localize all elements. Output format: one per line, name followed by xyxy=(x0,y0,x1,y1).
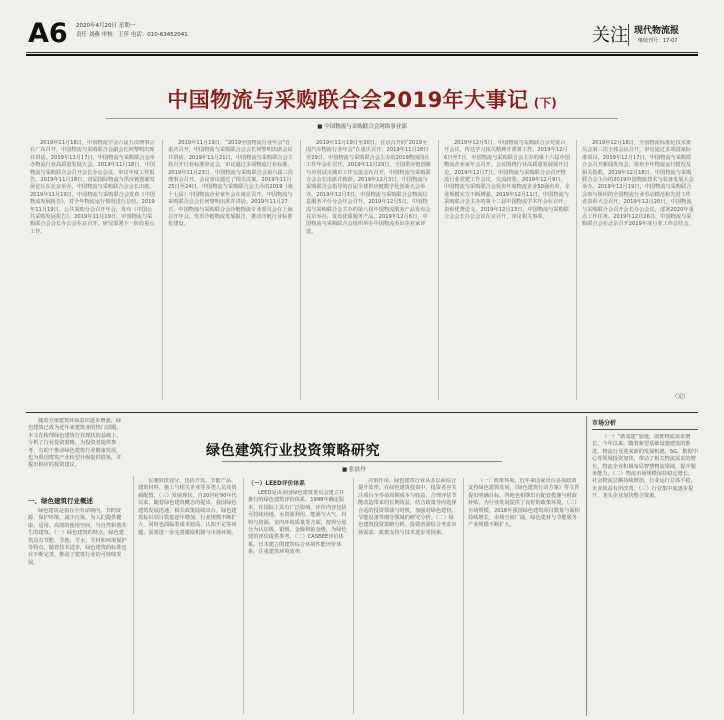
sidebar-heading: 市场分析 xyxy=(592,418,698,430)
paragraph: 2019年11月19日，“2019全国物流行业年会”在重庆召开，中国物流与采购联合会会长何黎明出席会议并讲话。2019年11月21日，中国物流与采购联合会主持召开行业标准审定会，审议通过多项物流行业标准。2019年11月23日，中国物流与采购联合会第六届三次理事会召开，会议审议通过了相关议案。2019年11月25日至24日，中国物流与采购联合会主办的2019（第十七届）中国物流企业家年会在南京召开，中国物流与采购联合会会长何黎明出席并讲话。2019年11月27日，中国物流与采购联合会冷链物流专业委员会在上海召开年会，发布冷链物流发展报告，推动冷链行业标准化建设。 xyxy=(168,140,293,228)
sidebar-text xyxy=(592,434,698,714)
bottom-byline: ■ 张晨丹 xyxy=(342,467,366,473)
article-column-2 xyxy=(168,140,294,406)
top-article xyxy=(26,70,698,410)
article-column-4 xyxy=(444,140,570,406)
bottom-article xyxy=(26,416,584,720)
article-column-3 xyxy=(306,140,432,406)
page-number: A6 xyxy=(28,18,68,49)
bottom-column-4 xyxy=(358,478,458,718)
paragraph: 2019年11月16日，中国物流学会六届五次理事会在广东召开。中国物流与采购联合会副会长何黎明出席并讲话。2019年11月17日，中国物流与采购联合会举办物流行业高质量发展大会。2019年11月18日，中国物流与采购联合会召开会长办公会议，审议年度工作报告。2019年11月18日，首届国际物流与供应链创新发展论坛在北京举办，中国物流与采购联合会会长出席。2019年11月19日，中国物流与采购联合会发布《中国物流发展报告》，对全年物流运行情况进行总结。2019年11月19日，公共采购分会召开年会，发布《中国公共采购发展报告》。2019年11月19日，中国物流与采购联合会会长办公会在京召开，研究部署下一阶段重点工作。 xyxy=(30,140,155,235)
paragraph: LEED是由美国绿色建筑委员会建立并推行的绿色建筑评价体系，1998年确定版本，在国际上具有广泛影响，评价内容包括可持续场地、水资源利用、能源与大气、材料与资源、室内环境质量等方面，按得分划分为认证级、银级、金级和铂金级，为绿色建筑评价提供参考。（二）CASBEE评价体系。日本建立的建筑综合环境性能评价体系，注重建筑环境效率。 xyxy=(248,490,347,556)
paragraph: （一）“新基建”加速，助推物流需求增长。今年以来，随着新型基础设施建设的推进，物流行业迎来新的发展机遇，5G、数据中心等领域投资加快，带动了相关物流需求的增长，物流企业积极布局智慧物流领域，提升服务能力。（二）物流市场规模保持稳定增长，社会物流总额持续增加，行业运行总体平稳，企业效益有所改善。（三）行业集中度逐步提升，龙头企业加快整合资源。 xyxy=(592,434,698,500)
paragraph: 2019年12月5日，中国物流与采购联合会党委召开会议，传达学习相关精神并部署工作。2019年12月6日至7日，中国物流与采购联合会主办的第十六届中国物流企业家年会召开，会议围绕行业高质量发展展开讨论。2019年12月7日，中国物流与采购联合会召开物流行业党建工作会议，交流经验。2019年12月9日，中国物流与采购联合会发布年度物流企业50强名单，企业规模实力不断增强。2019年12月11日，中国物流与采购联合会主办的第十二届中国物流学术年会在召开，表彰优秀论文。2019年12月13日，中国物流与采购联合会会长办公会议在京召开，审议相关事项。 xyxy=(444,140,570,221)
paragraph: 2019年12月16日，全国物流标准化技术委员会第三次全体会议召开，审议通过多项国家标准项目。2019年12月17日，中国物流与采购联合会召开新闻发布会，发布全年物流运行情况及相关指数。2019年12月18日，中国物流与采购联合会主办的2019中国物流技术与装备发展大会举办。2019年12月19日，中国物流与采购联合会参与组织的全国物流行业劳动模范和先进工作者表彰大会召开。2019年12月20日，中国物流与采购联合会召开会长办公会议，部署2020年重点工作任务。2019年12月26日，中国物流与采购联合会在北京召开2019年度行业工作总结会。 xyxy=(582,140,694,228)
article-title-tag: (下) xyxy=(533,96,557,110)
bottom-column-2 xyxy=(138,478,238,718)
article-title-text: 中国物流与采购联合会2019年大事记 xyxy=(167,88,529,112)
paragraph: 决策作用，绿色建筑行业从多层面综合提升效率。在绿色建筑投资中，投资者应关注项目全寿命周期成本与收益，合理评估节能改造带来的长期效益，结合政策导向选择合适的投资领域与时机，加强对绿色建材、节能设备等细分领域的研究分析。（二）绿色建筑投资策略分析。投资者需综合考虑市场需求、政策支持与技术进步等因素。 xyxy=(358,478,457,536)
page-header xyxy=(0,0,724,62)
paragraph: 2019年11月19日至30日，在京召开的“2019全国汽车物流行业年会”在重庆召开。2019年11月28日至29日，中国物流与采购联合会主办的2019物流园区工作年会在召开。2019年11月29日，全国供应链创新与应用试点城市工作交流会在召开，中国物流与采购联合会会长出席并致辞。2019年12月3日，中国物流与采购联合会指导的首届全球供应链数字化创新大会举办。2019年12月3日，中国物流与采购联合会物流信息服务平台分会年会召开。2019年12月5日，中国物流与采购联合会主办的第八届中国物流服务产品发布会在京举办，发布优质服务产品。2019年12月6日，中国物流与采购联合会组织举办中国物流杰出企业家评选。 xyxy=(306,140,431,235)
date-line: 2020年4月20日 星期一 xyxy=(76,23,136,29)
section-line: 继续刊号：17-07 xyxy=(638,38,678,44)
end-mark: （完） xyxy=(672,394,689,400)
bottom-column-5 xyxy=(468,478,580,718)
article-title xyxy=(26,84,698,114)
paragraph: （一）政策环境。近年来国家出台多项政策支持绿色建筑发展，《绿色建筑行动方案》等文件提出明确目标，各地也相继出台配套措施与财政补贴，为行业发展提供了良好的政策环境。（二）市场规模。2016年我国绿色建筑项目数量与面积持续增长，市场空间广阔，绿色建材与节能服务产业规模不断扩大。 xyxy=(468,478,580,529)
editor-line: 责任 刘燕 审核：王萍 电话：010-63452041 xyxy=(76,32,188,38)
paragraph: 绿色建筑是指在全寿命期内，节约资源、保护环境、减少污染，为人们提供健康、适用、高效的使用空间，与自然和谐共生的建筑。（一）绿色建筑的特点。绿色建筑具有节能、节地、节水、节材和环境保护等特点，随着技术进步，绿色建筑的标准也在不断完善，推动了建筑行业的可持续发展。 xyxy=(28,508,127,566)
article-column-5 xyxy=(582,140,696,390)
paper-name: 现代物流报 xyxy=(634,26,680,36)
section-heading-2: （一）LEED评价体系 xyxy=(248,481,306,487)
bottom-title: 绿色建筑行业投资策略研究 xyxy=(206,443,380,459)
bottom-column-3 xyxy=(248,490,348,718)
bottom-column-1 xyxy=(28,508,128,718)
paragraph: 实施阶段划分，包括开发、节能产品、建筑材料、施工与相关企业等多类人员及资源配置。（三）发展现状。自20世纪90年代以来，随着绿色建筑概念的提出，我国绿色建筑发展迅速，相关政策陆续出台，绿色建筑标识项目数量逐年增加，行业规模不断扩大，同时也面临着成本较高、认知不足等问题，需要进一步完善激励机制与市场环境。 xyxy=(138,478,237,536)
paragraph: 随着全球建筑环保意识逐步增强，绿色建筑已成为近年来建筑业的热门话题。本文在梳理绿色建筑行业现状的基础上，分析了行业投资策略，为投资者提供参考，有助于推动绿色建筑行业健康发展，也为我国建筑产业转型升级提供借鉴，并提出相应的投资建议。 xyxy=(28,418,122,469)
article-byline: ■ 中国物流与采购联合会网络事业部 xyxy=(317,124,407,130)
section-name: 关注 xyxy=(592,25,628,46)
section-heading-1: 一、绿色建筑行业概述 xyxy=(28,497,93,505)
sidebar xyxy=(592,416,698,720)
abstract xyxy=(28,418,126,492)
article-column-1 xyxy=(30,140,156,406)
